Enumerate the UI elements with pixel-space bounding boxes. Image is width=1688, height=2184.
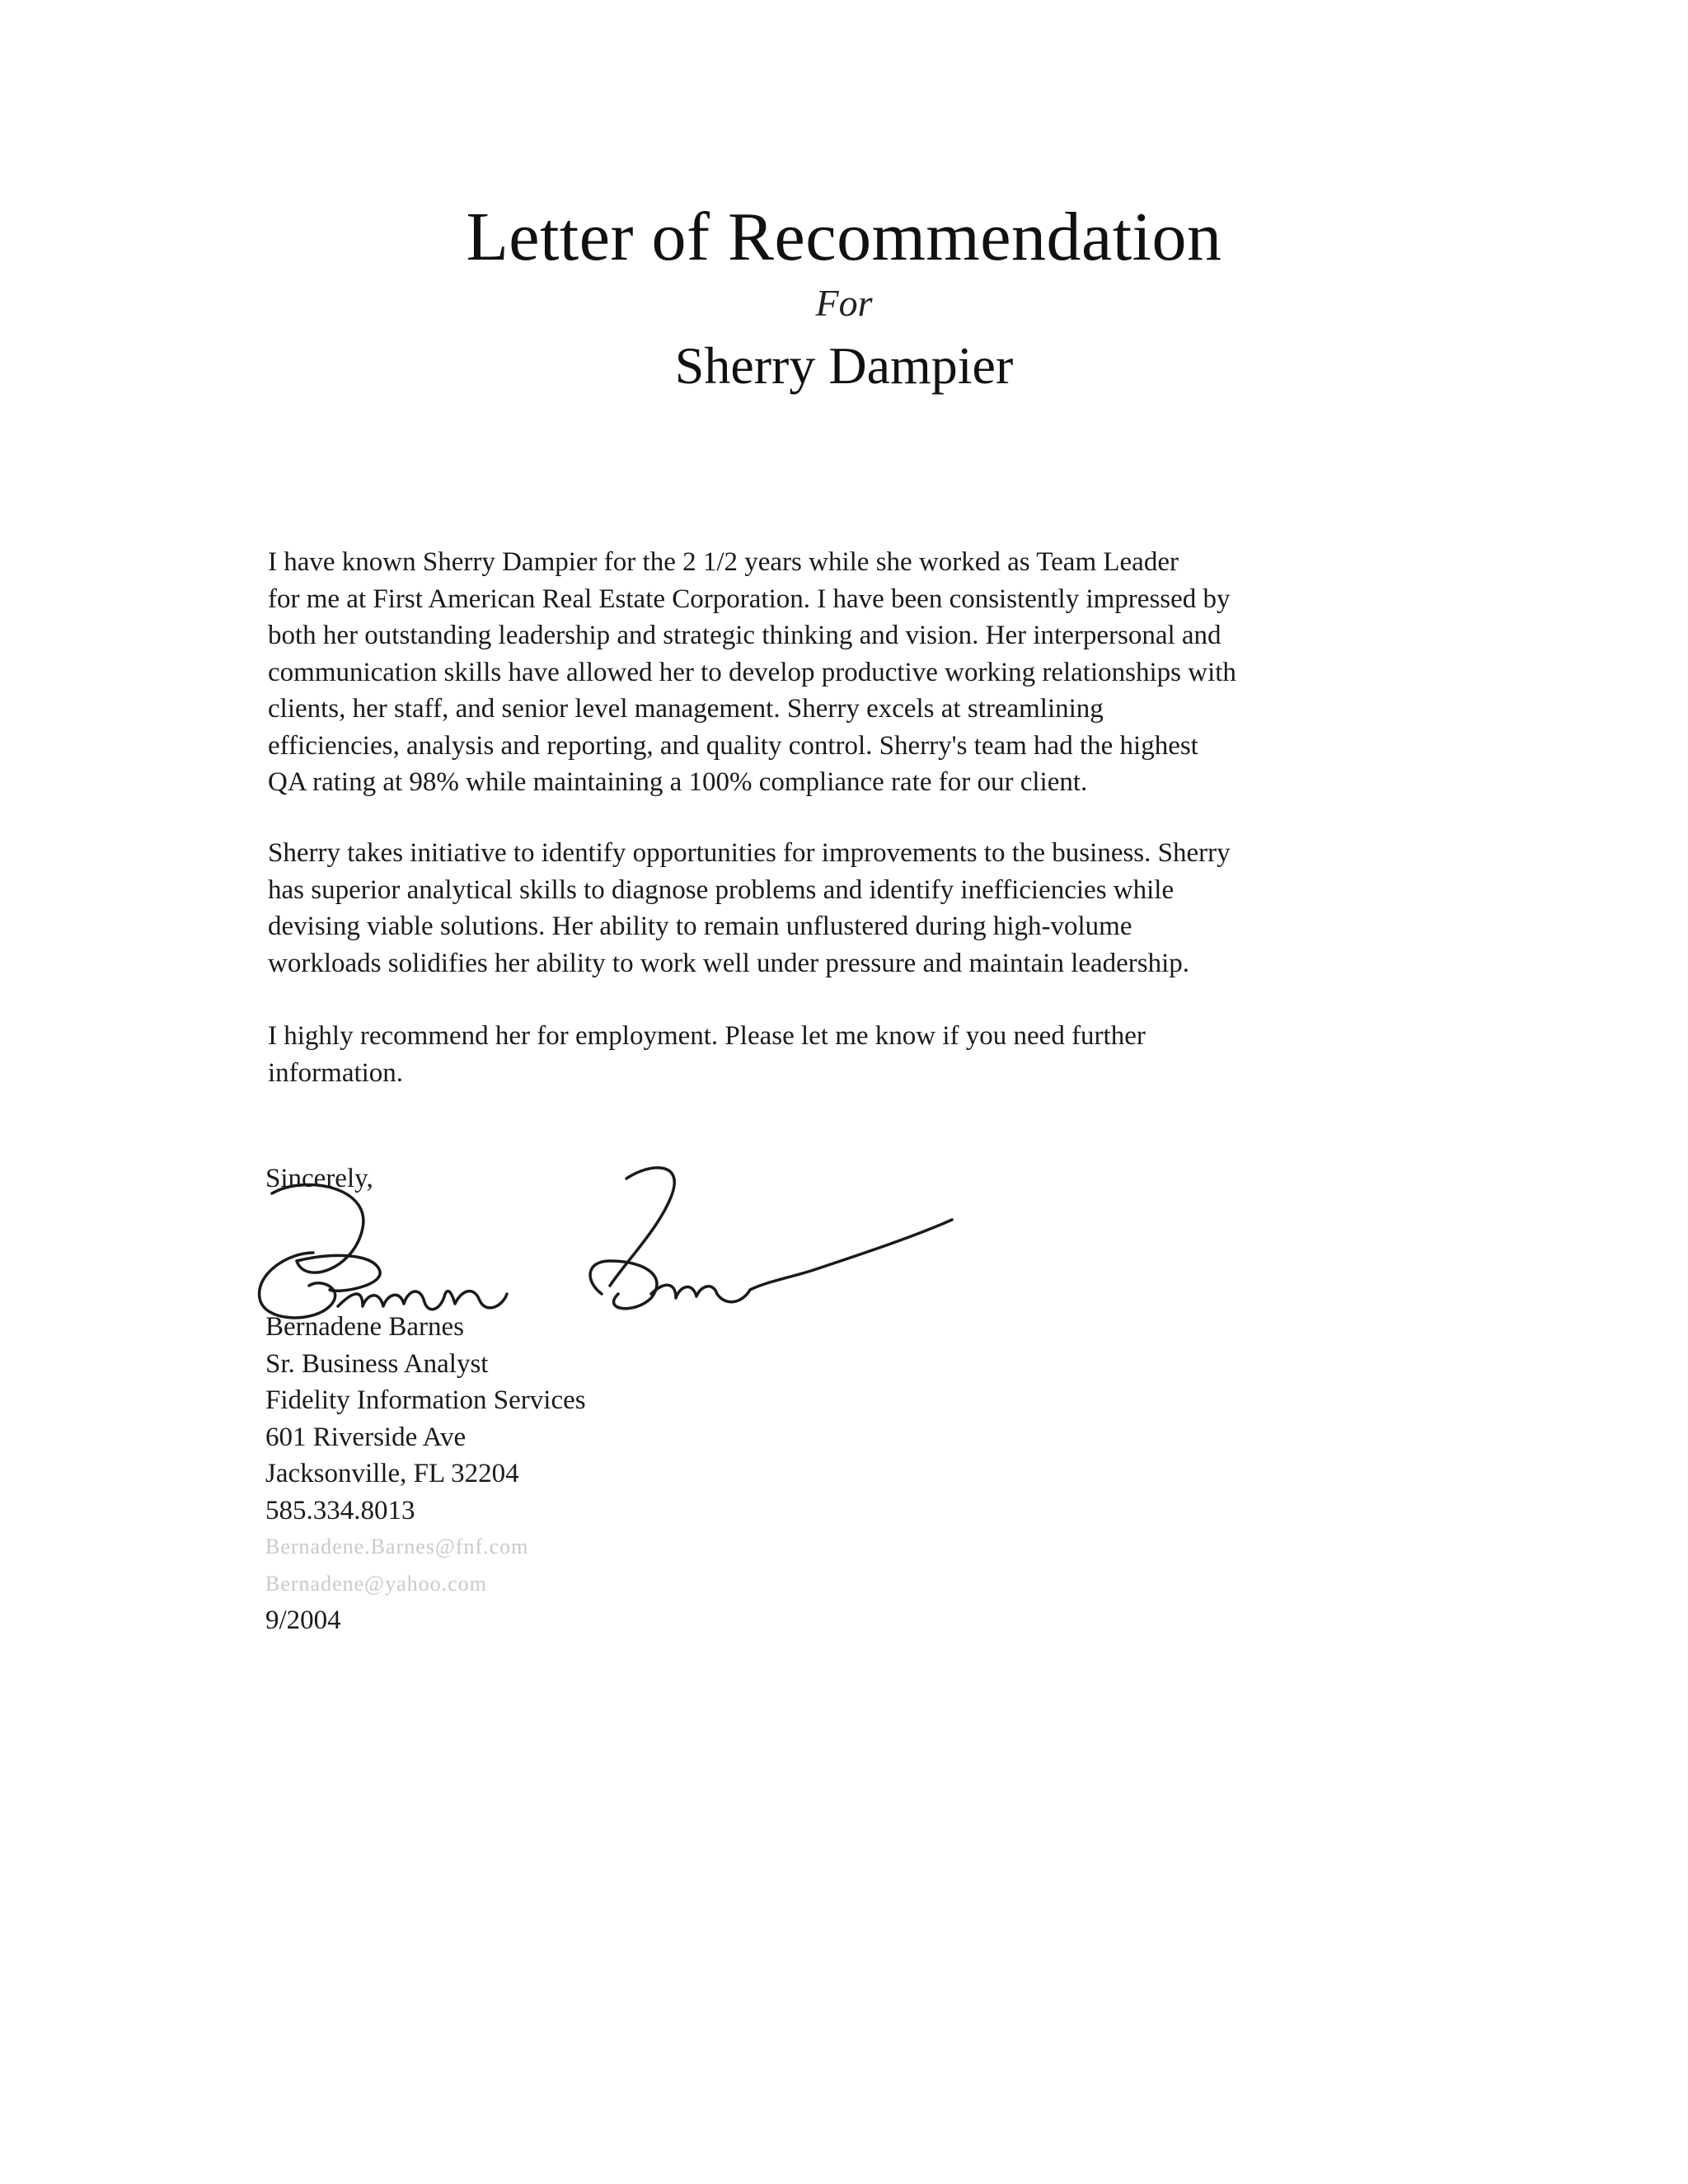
paragraph-line: I have known Sherry Dampier for the 2 1/2 years while she worked as Team Leader — [268, 547, 1179, 577]
for-label: For — [815, 282, 873, 324]
paragraph-line: for me at First American Real Estate Corporation. I have been consistently impressed by — [268, 583, 1231, 614]
paragraph-line: information. — [268, 1057, 404, 1088]
paragraph-line: workloads solidifies her ability to work well under pressure and maintain leadership. — [268, 948, 1190, 978]
paragraph-3 — [268, 1018, 1422, 1091]
paragraph-2 — [268, 835, 1422, 982]
paragraph-line: both her outstanding leadership and strategic thinking and vision. Her interpersonal and — [268, 621, 1221, 650]
paragraph-line: Sherry takes initiative to identify opportunities for improvements to the business. Sherry — [268, 838, 1231, 868]
signer-email-faded: Bernadene.Barnes@fnf.com — [265, 1535, 529, 1558]
paragraph-1 — [268, 544, 1422, 801]
signer-title: Sr. Business Analyst — [265, 1348, 489, 1379]
signer-name: Bernadene Barnes — [265, 1312, 464, 1342]
letter-date: 9/2004 — [265, 1605, 341, 1635]
paragraph-line: has superior analytical skills to diagnose problems and identify inefficiencies while — [268, 874, 1175, 905]
signer-city: Jacksonville, FL 32204 — [265, 1459, 519, 1488]
paragraph-line: clients, her staff, and senior level management. Sherry excels at streamlining — [268, 694, 1104, 724]
paragraph-line: efficiencies, analysis and reporting, and quality control. Sherry's team had the highest — [268, 730, 1198, 761]
paragraph-line: QA rating at 98% while maintaining a 100% compliance rate for our client. — [268, 767, 1088, 797]
signer-street: 601 Riverside Ave — [265, 1422, 467, 1452]
subject-name: Sherry Dampier — [674, 336, 1014, 395]
signature-block — [265, 1309, 586, 1639]
letter-title: Letter of Recommendation — [466, 199, 1222, 275]
signer-email-faded: Bernadene@yahoo.com — [265, 1571, 487, 1596]
signer-company: Fidelity Information Services — [265, 1385, 586, 1415]
paragraph-line: I highly recommend her for employment. Please let me know if you need further — [268, 1021, 1146, 1051]
closing-salutation: Sincerely, — [265, 1164, 373, 1193]
paragraph-line: communication skills have allowed her to develop productive working relationships with — [268, 657, 1236, 687]
paragraph-line: devising viable solutions. Her ability to remain unflustered during high-volume — [268, 912, 1132, 941]
signer-phone: 585.334.8013 — [265, 1495, 415, 1526]
